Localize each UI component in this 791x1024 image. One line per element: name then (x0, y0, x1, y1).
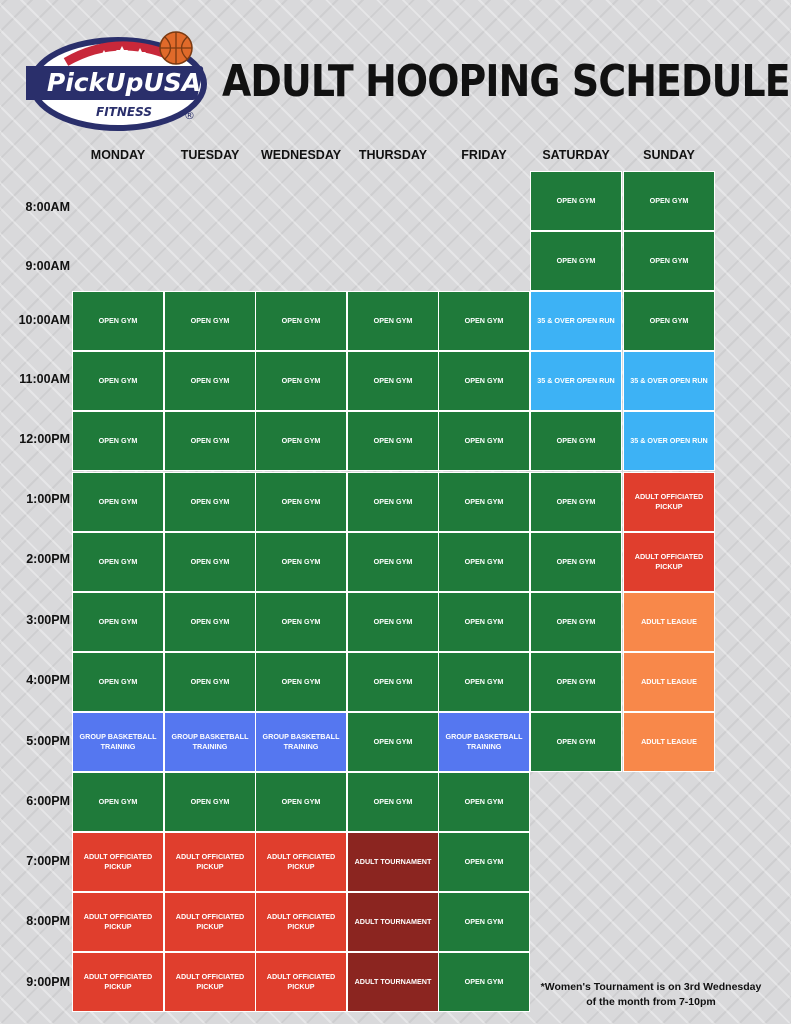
schedule-cell-open: OPEN GYM (438, 411, 530, 471)
schedule-cell-open: OPEN GYM (72, 652, 164, 712)
day-header-sunday: SUNDAY (643, 148, 695, 162)
schedule-cell-open: OPEN GYM (347, 291, 439, 351)
schedule-cell-open: OPEN GYM (72, 532, 164, 592)
schedule-cell-open: OPEN GYM (347, 592, 439, 652)
schedule-cell-open: OPEN GYM (347, 712, 439, 772)
schedule-cell-open: OPEN GYM (164, 592, 256, 652)
time-label: 12:00PM (19, 432, 70, 446)
schedule-cell-open: OPEN GYM (255, 532, 347, 592)
schedule-cell-open: OPEN GYM (347, 411, 439, 471)
time-label: 4:00PM (26, 673, 70, 687)
schedule-cell-group: GROUP BASKETBALL TRAINING (438, 712, 530, 772)
basketball-icon (160, 32, 192, 64)
schedule-cell-open: OPEN GYM (623, 171, 715, 231)
time-label: 1:00PM (26, 492, 70, 506)
schedule-cell-open: OPEN GYM (438, 351, 530, 411)
schedule-cell-open: OPEN GYM (530, 411, 622, 471)
day-header-monday: MONDAY (90, 148, 146, 162)
pickupusa-fitness-logo (26, 28, 216, 132)
schedule-cell-tourn: ADULT TOURNAMENT (347, 952, 439, 1012)
schedule-cell-open: OPEN GYM (438, 652, 530, 712)
footnote: *Women's Tournament is on 3rd Wednesday of the month from 7-10pm (540, 981, 762, 1008)
schedule-cell-official: ADULT OFFICIATED PICKUP (164, 892, 256, 952)
schedule-cell-official: ADULT OFFICIATED PICKUP (255, 952, 347, 1012)
schedule-cell-open: OPEN GYM (255, 411, 347, 471)
day-header-thursday: THURSDAY (358, 148, 428, 162)
schedule-cell-open: OPEN GYM (72, 772, 164, 832)
schedule-cell-open: OPEN GYM (438, 832, 530, 892)
schedule-cell-open: OPEN GYM (164, 772, 256, 832)
time-label: 8:00AM (25, 200, 70, 214)
logo-registered-mark: ® (184, 109, 195, 122)
schedule-cell-league: ADULT LEAGUE (623, 712, 715, 772)
schedule-cell-official: ADULT OFFICIATED PICKUP (72, 892, 164, 952)
schedule-cell-open: OPEN GYM (255, 351, 347, 411)
logo-subtitle: FITNESS (96, 105, 152, 119)
schedule-cell-official: ADULT OFFICIATED PICKUP (623, 532, 715, 592)
schedule-cell-open: OPEN GYM (72, 291, 164, 351)
schedule-cell-over35: 35 & OVER OPEN RUN (530, 351, 622, 411)
schedule-cell-group: GROUP BASKETBALL TRAINING (164, 712, 256, 772)
schedule-cell-open: OPEN GYM (255, 291, 347, 351)
schedule-cell-open: OPEN GYM (255, 652, 347, 712)
schedule-cell-open: OPEN GYM (164, 411, 256, 471)
schedule-cell-official: ADULT OFFICIATED PICKUP (255, 832, 347, 892)
time-label: 9:00AM (25, 259, 70, 273)
time-label: 2:00PM (26, 552, 70, 566)
schedule-cell-official: ADULT OFFICIATED PICKUP (72, 952, 164, 1012)
time-label: 3:00PM (26, 613, 70, 627)
schedule-cell-official: ADULT OFFICIATED PICKUP (164, 952, 256, 1012)
schedule-cell-open: OPEN GYM (530, 472, 622, 532)
page-title: ADULT HOOPING SCHEDULE (222, 56, 790, 107)
schedule-cell-open: OPEN GYM (438, 952, 530, 1012)
day-header-tuesday: TUESDAY (180, 148, 240, 162)
schedule-cell-tourn: ADULT TOURNAMENT (347, 892, 439, 952)
day-header-saturday: SATURDAY (542, 148, 610, 162)
schedule-cell-open: OPEN GYM (72, 351, 164, 411)
schedule-cell-open: OPEN GYM (347, 652, 439, 712)
schedule-cell-official: ADULT OFFICIATED PICKUP (72, 832, 164, 892)
schedule-cell-open: OPEN GYM (72, 472, 164, 532)
day-header-friday: FRIDAY (461, 148, 507, 162)
schedule-cell-official: ADULT OFFICIATED PICKUP (623, 472, 715, 532)
schedule-cell-open: OPEN GYM (530, 592, 622, 652)
schedule-cell-open: OPEN GYM (72, 592, 164, 652)
schedule-cell-group: GROUP BASKETBALL TRAINING (72, 712, 164, 772)
schedule-cell-open: OPEN GYM (530, 231, 622, 291)
schedule-cell-open: OPEN GYM (438, 772, 530, 832)
time-label: 8:00PM (26, 914, 70, 928)
schedule-cell-open: OPEN GYM (255, 772, 347, 832)
schedule-cell-open: OPEN GYM (623, 231, 715, 291)
schedule-cell-open: OPEN GYM (347, 351, 439, 411)
time-label: 10:00AM (18, 313, 70, 327)
logo-wordmark: PickUpUSA (46, 68, 202, 97)
schedule-cell-official: ADULT OFFICIATED PICKUP (255, 892, 347, 952)
time-label: 7:00PM (26, 854, 70, 868)
schedule-cell-open: OPEN GYM (164, 291, 256, 351)
time-label: 6:00PM (26, 794, 70, 808)
schedule-cell-open: OPEN GYM (530, 652, 622, 712)
schedule-cell-open: OPEN GYM (623, 291, 715, 351)
day-header-wednesday: WEDNESDAY (260, 148, 342, 162)
schedule-cell-open: OPEN GYM (347, 532, 439, 592)
time-label: 11:00AM (19, 372, 70, 386)
schedule-cell-league: ADULT LEAGUE (623, 592, 715, 652)
schedule-cell-open: OPEN GYM (530, 712, 622, 772)
schedule-cell-open: OPEN GYM (164, 652, 256, 712)
schedule-cell-open: OPEN GYM (72, 411, 164, 471)
schedule-cell-open: OPEN GYM (255, 592, 347, 652)
schedule-cell-open: OPEN GYM (347, 472, 439, 532)
schedule-cell-tourn: ADULT TOURNAMENT (347, 832, 439, 892)
schedule-cell-open: OPEN GYM (255, 472, 347, 532)
schedule-cell-official: ADULT OFFICIATED PICKUP (164, 832, 256, 892)
schedule-cell-open: OPEN GYM (530, 171, 622, 231)
schedule-cell-open: OPEN GYM (164, 351, 256, 411)
schedule-cell-open: OPEN GYM (438, 892, 530, 952)
schedule-cell-open: OPEN GYM (530, 532, 622, 592)
schedule-cell-over35: 35 & OVER OPEN RUN (530, 291, 622, 351)
schedule-cell-over35: 35 & OVER OPEN RUN (623, 351, 715, 411)
time-label: 5:00PM (26, 734, 70, 748)
schedule-cell-open: OPEN GYM (438, 532, 530, 592)
schedule-cell-open: OPEN GYM (438, 291, 530, 351)
schedule-cell-group: GROUP BASKETBALL TRAINING (255, 712, 347, 772)
schedule-cell-over35: 35 & OVER OPEN RUN (623, 411, 715, 471)
time-label: 9:00PM (26, 975, 70, 989)
schedule-cell-open: OPEN GYM (164, 472, 256, 532)
schedule-cell-open: OPEN GYM (347, 772, 439, 832)
schedule-cell-open: OPEN GYM (164, 532, 256, 592)
schedule-cell-league: ADULT LEAGUE (623, 652, 715, 712)
schedule-cell-open: OPEN GYM (438, 592, 530, 652)
schedule-cell-open: OPEN GYM (438, 472, 530, 532)
